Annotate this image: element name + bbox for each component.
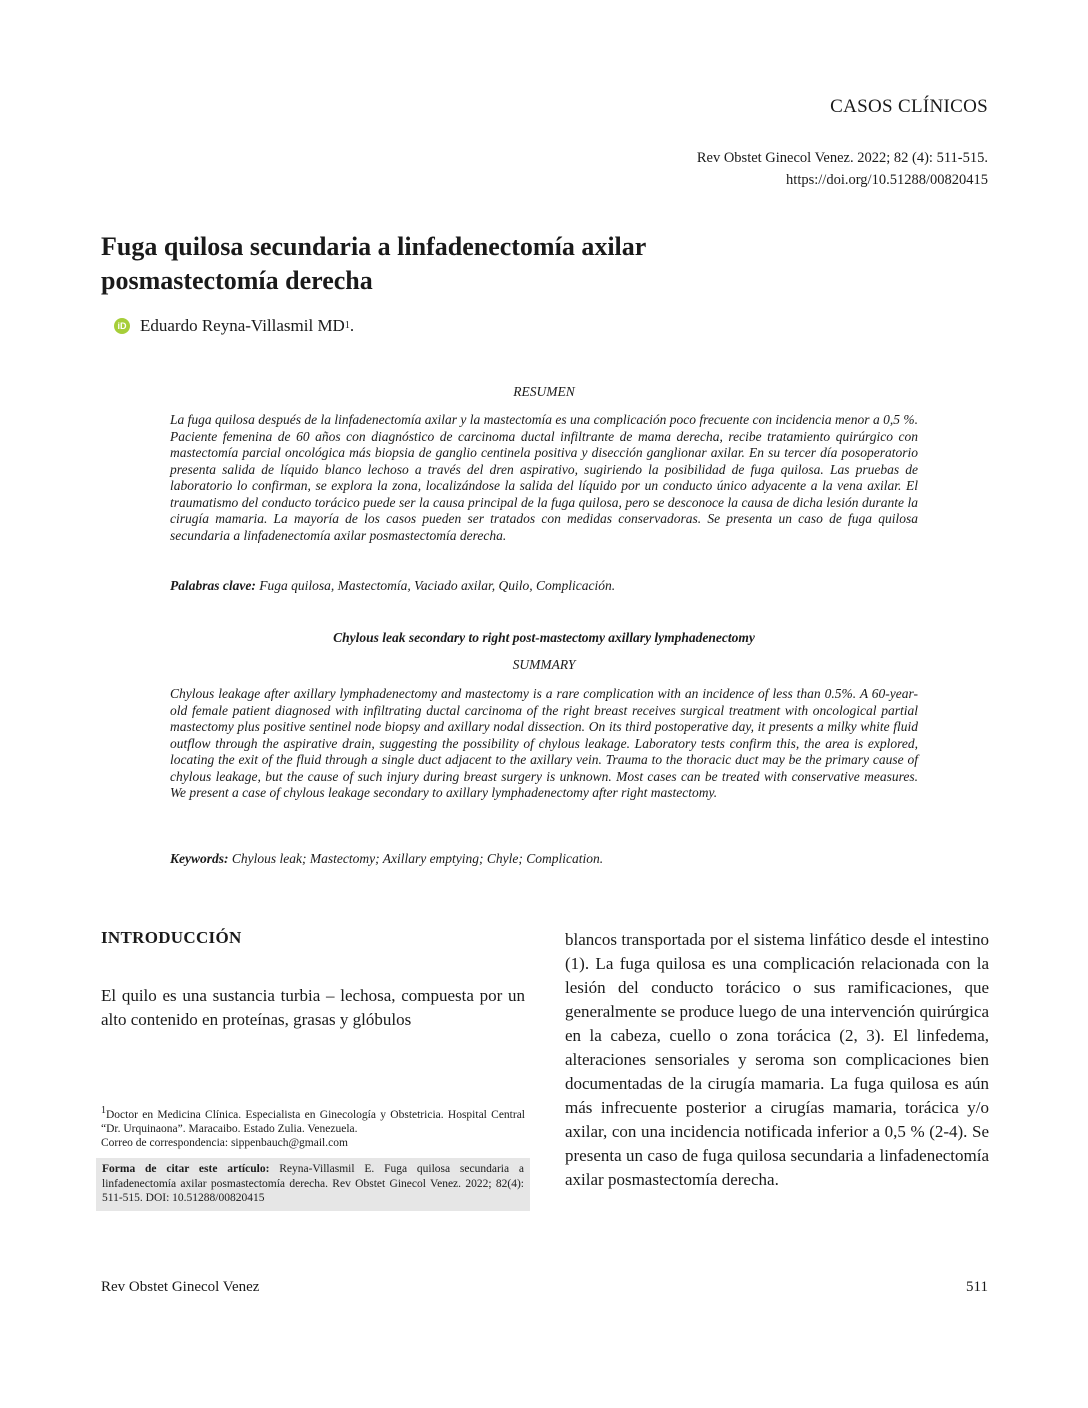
footnote-affiliation: Doctor en Medicina Clínica. Especialista en Ginecología y Obstetricia. Hospital Central “Dr. Urquinaona”. Maracaibo. Estado Zulia. Venezuela. xyxy=(101,1109,525,1135)
cite-label: Forma de citar este artículo: xyxy=(102,1163,270,1175)
citation-volume: Rev Obstet Ginecol Venez. 2022; 82 (4): 511-515. xyxy=(696,150,988,166)
summary-heading: SUMMARY xyxy=(512,657,576,672)
resumen-keywords xyxy=(170,578,918,594)
introduction-text-left: El quilo es una sustancia turbia – lechosa, compuesta por un alto contenido en proteínas, grasas y glóbulos xyxy=(101,986,525,1029)
page-number: 511 xyxy=(966,1279,988,1295)
footnote-marker: 1 xyxy=(101,1105,106,1117)
resumen-text: La fuga quilosa después de la linfadenectomía axilar y la mastectomía es una complicación poco frecuente con incidencia menor a 0,5 %. Paciente femenina de 60 años con diagnóstico de carcinoma ductal infiltrante de mama derecha, recibe tratamiento quirúrgico con mastectomía parcial oncológica más biopsia de ganglio centinela positiva y disección ganglionar axilar. En su tercer día posoperatorio presenta salida de líquido blanco lechoso a través del dren aspirativo, sugiriendo la posibilidad de fuga quilosa. Las pruebas de laboratorio lo confirman, se explora la zona, localizándose la salida del líquido por un conducto único adyacente a la vena axilar. El traumatismo del conducto torácico puede ser la causa principal de la fuga quilosa, pero se desconoce la causa de dicha lesión durante la cirugía mamaria. La mayoría de los casos pueden ser tratados con medidas conservadoras. Se presenta un caso de fuga quilosa secundaria a linfadenectomía axilar posmastectomía derecha. xyxy=(170,412,918,543)
footnote-correspondence: Correo de correspondencia: sippenbauch@gmail.com xyxy=(101,1137,348,1149)
affiliation-footnote xyxy=(101,1105,525,1150)
keywords-es: Fuga quilosa, Mastectomía, Vaciado axilar, Quilo, Complicación. xyxy=(255,578,616,593)
citation-doi[interactable]: https://doi.org/10.51288/00820415 xyxy=(786,172,988,188)
author-name: Eduardo Reyna-Villasmil MD xyxy=(140,316,345,335)
article-title: Fuga quilosa secundaria a linfadenectomía axilar posmastectomía derecha xyxy=(101,232,646,295)
section-label: CASOS CLÍNICOS xyxy=(830,96,988,117)
journal-citation xyxy=(697,147,988,191)
orcid-icon[interactable]: iD xyxy=(114,318,130,334)
how-to-cite-box xyxy=(96,1158,530,1211)
keywords-label-en: Keywords: xyxy=(170,851,229,866)
cite-text: Reyna-Villasmil E. Fuga quilosa secundaria a linfadenectomía axilar posmastectomía derecha. Rev Obstet Ginecol Venez. 2022; 82(4): 511-515. DOI: 10.51288/00820415 xyxy=(102,1163,524,1204)
english-title: Chylous leak secondary to right post-mastectomy axillary lymphadenectomy xyxy=(333,630,755,645)
resumen-heading: RESUMEN xyxy=(513,384,575,399)
author-line: iD Eduardo Reyna-Villasmil MD 1 . xyxy=(114,316,354,336)
keywords-en: Chylous leak; Mastectomy; Axillary emptying; Chyle; Complication. xyxy=(228,851,604,866)
author-name-end: . xyxy=(349,316,355,335)
keywords-label-es: Palabras clave: xyxy=(170,578,256,593)
footer-journal: Rev Obstet Ginecol Venez xyxy=(101,1279,260,1295)
introduction-heading: INTRODUCCIÓN xyxy=(101,928,242,947)
summary-keywords xyxy=(170,851,918,867)
introduction-text-right: blancos transportada por el sistema linfático desde el intestino (1). La fuga quilosa es una complicación relacionada con la lesión del conducto torácico o sus ramificaciones, que generalmente se produce luego de una intervención quirúrgica en la cabeza, cuello o zona torácica (2, 3). El linfedema, alteraciones sensoriales y seroma son complicaciones bien documentadas de la cirugía mamaria. La fuga quilosa es aún más infrecuente posterior a cirugías mamaria, torácica y/o axilar, con una incidencia notificada inferior a 0,5 % (2-4). Se presenta un caso de fuga quilosa secundaria a linfadenectomía axilar posmastectomía derecha. xyxy=(565,930,989,1189)
summary-text: Chylous leakage after axillary lymphadenectomy and mastectomy is a rare complication with an incidence of less than 0.5%. A 60-year-old female patient diagnosed with infiltrating ductal carcinoma of the right breast receives surgical treatment with oncological partial mastectomy plus positive sentinel node biopsy and axillary nodal dissection. On its third postoperative day, it presents a milky white fluid outflow through the aspirative drain, suggesting the possibility of chylous leakage. Laboratory tests confirm this, the area is explored, locating the exit of the fluid through a single duct adjacent to the axillary vein. Trauma to the thoracic duct may be the primary cause of chylous leakage, but the cause of such injury during breast surgery is unknown. Most cases can be treated with conservative measures. We present a case of chylous leakage secondary to axillary lymphadenectomy after right mastectomy. xyxy=(170,686,918,800)
